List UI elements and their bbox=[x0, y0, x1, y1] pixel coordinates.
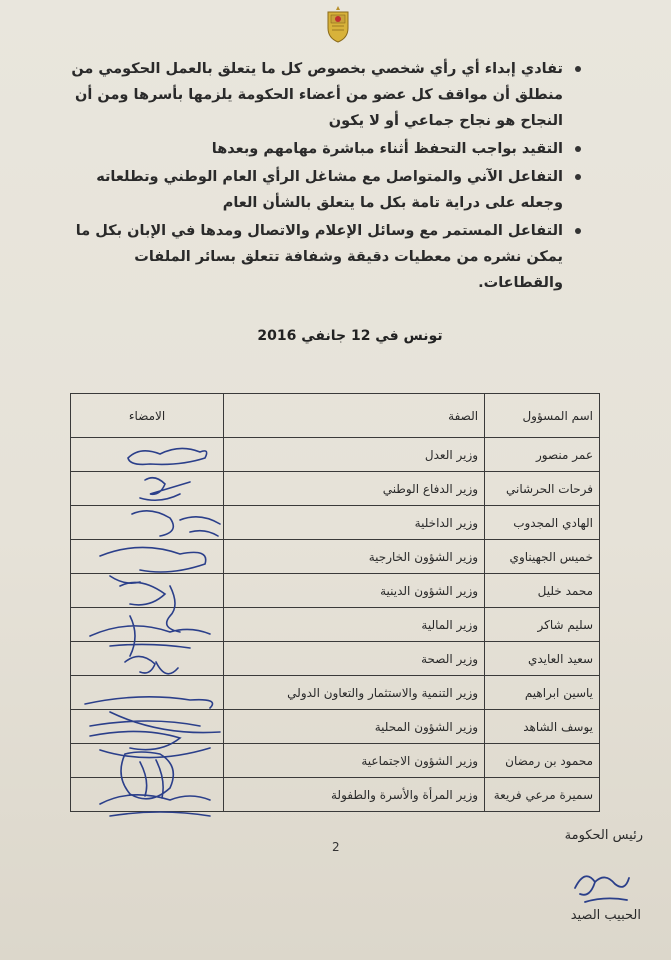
head-of-government-signature bbox=[565, 858, 635, 906]
table-row bbox=[71, 710, 600, 744]
table-row bbox=[71, 574, 600, 608]
head-of-government-title: رئيس الحكومة bbox=[564, 828, 643, 843]
official-title: وزير الصحة bbox=[224, 642, 485, 676]
official-title: وزير الشؤون الخارجية bbox=[224, 540, 485, 574]
official-title: وزير الدفاع الوطني bbox=[224, 472, 485, 506]
official-title: وزير الشؤون الاجتماعية bbox=[224, 744, 485, 778]
table-row bbox=[71, 506, 600, 540]
official-title: وزير الشؤون المحلية bbox=[224, 710, 485, 744]
official-name: محمد خليل bbox=[485, 574, 600, 608]
signature-cell bbox=[71, 676, 224, 710]
official-title: وزير الشؤون الدينية bbox=[224, 574, 485, 608]
table-row bbox=[71, 540, 600, 574]
official-name: عمر منصور bbox=[485, 438, 600, 472]
header-name: اسم المسؤول bbox=[485, 394, 600, 438]
table-header-row bbox=[71, 394, 600, 438]
official-name: محمود بن رمضان bbox=[485, 744, 600, 778]
signature-cell bbox=[71, 438, 224, 472]
tunisia-coat-of-arms-icon bbox=[323, 4, 353, 44]
table-row bbox=[71, 744, 600, 778]
table-row bbox=[71, 676, 600, 710]
page-number: 2 bbox=[332, 840, 340, 854]
official-name: سميرة مرعي فريعة bbox=[485, 778, 600, 812]
signature-cell bbox=[71, 608, 224, 642]
list-item: التقيد بواجب التحفظ أثناء مباشرة مهامهم وبعدها bbox=[68, 136, 583, 162]
official-name: فرحات الحرشاني bbox=[485, 472, 600, 506]
official-name: سليم شاكر bbox=[485, 608, 600, 642]
signature-cell bbox=[71, 540, 224, 574]
signature-cell bbox=[71, 574, 224, 608]
official-name: ياسين ابراهيم bbox=[485, 676, 600, 710]
signature-cell bbox=[71, 710, 224, 744]
head-of-government-name: الحبيب الصيد bbox=[570, 908, 641, 923]
signature-cell bbox=[71, 778, 224, 812]
signature-cell bbox=[71, 506, 224, 540]
official-name: الهادي المجدوب bbox=[485, 506, 600, 540]
list-item: التفاعل الآني والمتواصل مع مشاغل الرأي العام الوطني وتطلعاته وجعله على دراية تامة بكل ما يتعلق بالشأن العام bbox=[68, 164, 583, 216]
officials-table bbox=[70, 393, 600, 812]
official-name: خميس الجهيناوي bbox=[485, 540, 600, 574]
header-signature: الامضاء bbox=[71, 394, 224, 438]
principles-list bbox=[68, 56, 583, 298]
official-title: وزير المرأة والأسرة والطفولة bbox=[224, 778, 485, 812]
header-title: الصفة bbox=[224, 394, 485, 438]
list-item: تفادي إبداء أي رأي شخصي بخصوص كل ما يتعلق بالعمل الحكومي من منطلق أن مواقف كل عضو من أعضاء الحكومة يلزمها بأسرها ومن أن النجاح هو نجاح جماعي أو لا يكون bbox=[68, 56, 583, 134]
official-title: وزير المالية bbox=[224, 608, 485, 642]
official-title: وزير الداخلية bbox=[224, 506, 485, 540]
table-row bbox=[71, 608, 600, 642]
table-row bbox=[71, 438, 600, 472]
table-row bbox=[71, 778, 600, 812]
signature-cell bbox=[71, 472, 224, 506]
table-row bbox=[71, 642, 600, 676]
signature-cell bbox=[71, 642, 224, 676]
official-title: وزير العدل bbox=[224, 438, 485, 472]
official-title: وزير التنمية والاستثمار والتعاون الدولي bbox=[224, 676, 485, 710]
signature-cell bbox=[71, 744, 224, 778]
document-date: تونس في 12 جانفي 2016 bbox=[257, 328, 443, 344]
list-item: التفاعل المستمر مع وسائل الإعلام والاتصال ومدها في الإبان بكل ما يمكن نشره من معطيات دقيقة وشفافة تتعلق بسائر الملفات والقطاعات. bbox=[68, 218, 583, 296]
official-name: يوسف الشاهد bbox=[485, 710, 600, 744]
table-row bbox=[71, 472, 600, 506]
official-name: سعيد العايدي bbox=[485, 642, 600, 676]
